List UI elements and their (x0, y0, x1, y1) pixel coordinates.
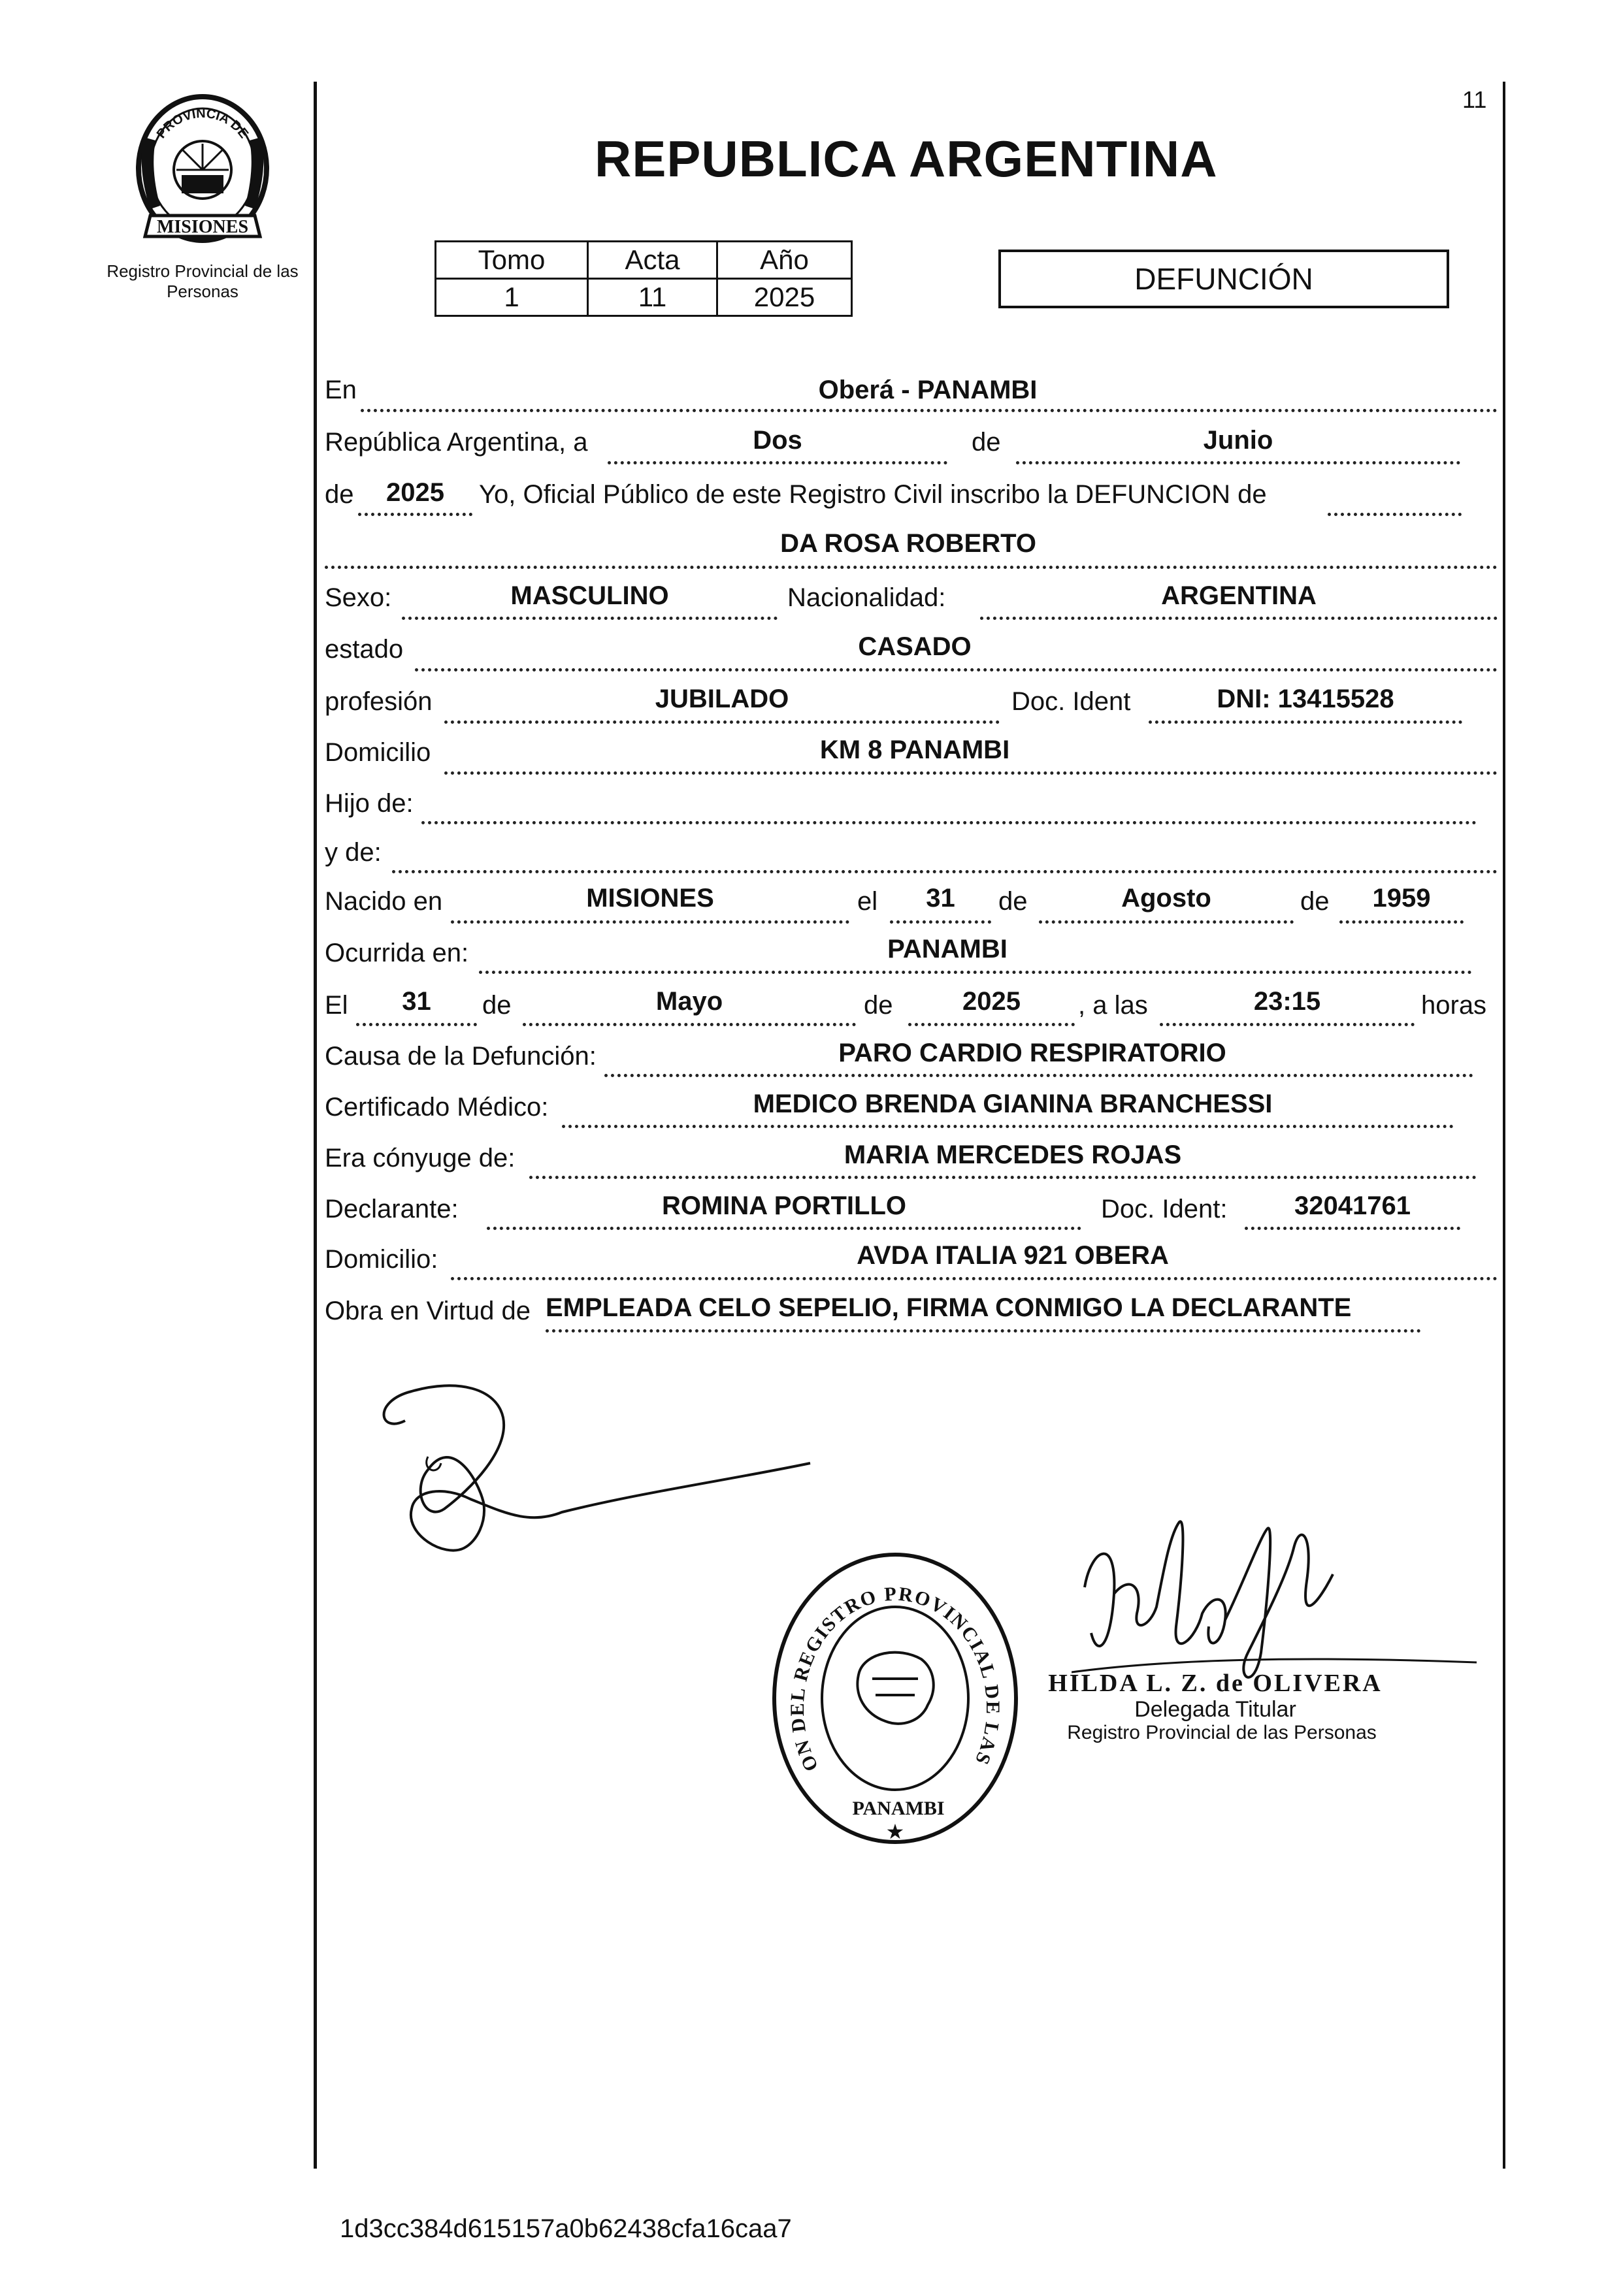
doc-ident-line (1149, 720, 1462, 724)
declarante-line (487, 1227, 1081, 1230)
el-label: el (857, 887, 878, 916)
domicilio-value: KM 8 PANAMBI (819, 736, 1010, 764)
left-margin-rule (314, 82, 317, 2169)
declarante-label: Declarante: (325, 1195, 459, 1223)
de-label-1: de (972, 428, 1001, 457)
conyuge-label: Era cónyuge de: (325, 1144, 516, 1172)
horas-label: horas (1421, 991, 1487, 1020)
nacionalidad-value: ARGENTINA (1161, 581, 1317, 610)
value-acta: 11 (588, 279, 717, 316)
declarante-dom-label: Domicilio: (325, 1245, 438, 1274)
sexo-line (402, 617, 778, 620)
doc-ident-value: DNI: 13415528 (1217, 685, 1394, 713)
fecha-anio: 2025 (962, 987, 1021, 1016)
domicilio-line (444, 771, 1498, 775)
declarante-doc-value: 32041761 (1294, 1191, 1411, 1220)
day-word: Dos (753, 426, 802, 455)
ocurrida-label: Ocurrida en: (325, 939, 469, 967)
profesion-line (444, 720, 1000, 724)
value-tomo: 1 (436, 279, 588, 316)
conyuge-line (529, 1176, 1477, 1179)
nacido-label: Nacido en (325, 887, 443, 916)
provincial-emblem (131, 91, 274, 248)
de-label-4: de (1300, 887, 1330, 916)
deceased-name-line (325, 566, 1498, 569)
inscribo-text: Yo, Oficial Público de este Registro Civil inscribo la DEFUNCION de (479, 480, 1267, 509)
svg-text:PROVINCIA DE: PROVINCIA DE (154, 106, 252, 142)
inscribo-line (1328, 513, 1462, 516)
day-line (608, 461, 947, 464)
svg-text:PANAMBI: PANAMBI (852, 1798, 945, 1819)
official-institution: Registro Provincial de las Personas (1067, 1722, 1377, 1743)
svg-text:★: ★ (885, 1820, 905, 1843)
de-label-2: de (325, 480, 354, 509)
nacido-dia-line (890, 920, 991, 924)
en-value: Oberá - PANAMBI (818, 376, 1038, 404)
declarante-dom-line (451, 1277, 1498, 1280)
country-title: REPUBLICA ARGENTINA (595, 130, 1218, 187)
en-line (361, 409, 1498, 412)
profesion-value: JUBILADO (655, 685, 789, 713)
declarante-doc-label: Doc. Ident: (1101, 1195, 1228, 1223)
certificado-value: MEDICO BRENDA GIANINA BRANCHESSI (753, 1090, 1273, 1118)
certificado-line (562, 1125, 1454, 1128)
hijo-label: Hijo de: (325, 789, 414, 818)
conyuge-value: MARIA MERCEDES ROJAS (844, 1140, 1182, 1169)
de-label-5: de (482, 991, 512, 1020)
right-margin-rule (1503, 82, 1505, 2169)
fecha-mes-line (523, 1023, 856, 1026)
fecha-mes: Mayo (655, 987, 723, 1016)
nacido-lugar: MISIONES (586, 884, 714, 913)
profesion-label: profesión (325, 687, 433, 716)
registry-name: Registro Provincial de las Personas (107, 261, 299, 301)
nacido-mes: Agosto (1121, 884, 1211, 913)
svg-text:DELEGACION DEL REGISTRO PROVIN: ON DEL REGISTRO PROVINCIAL DE LAS (786, 1583, 1004, 1775)
obra-line (546, 1329, 1421, 1333)
estado-label: estado (325, 635, 404, 664)
fecha-dia-line (356, 1023, 477, 1026)
declarante-doc-line (1245, 1227, 1460, 1230)
el-cap-label: El (325, 991, 348, 1020)
year: 2025 (386, 478, 444, 507)
header-anio: Año (717, 242, 852, 279)
nacionalidad-label: Nacionalidad: (787, 583, 946, 612)
nacido-mes-line (1039, 920, 1294, 924)
fecha-dia: 31 (402, 987, 431, 1016)
header-tomo: Tomo (436, 242, 588, 279)
causa-label: Causa de la Defunción: (325, 1042, 597, 1071)
sexo-value: MASCULINO (510, 581, 669, 610)
doc-ident-label: Doc. Ident (1011, 687, 1131, 716)
document-type-box: DEFUNCIÓN (998, 250, 1449, 308)
de-label-3: de (998, 887, 1028, 916)
nacido-lugar-line (451, 920, 849, 924)
ocurrida-line (479, 971, 1472, 974)
certificado-label: Certificado Médico: (325, 1093, 549, 1122)
official-title: Delegada Titular (1134, 1697, 1296, 1722)
domicilio-label: Domicilio (325, 738, 431, 767)
nacido-anio: 1959 (1372, 884, 1431, 913)
header-acta: Acta (588, 242, 717, 279)
sexo-label: Sexo: (325, 583, 392, 612)
value-anio: 2025 (717, 279, 852, 316)
official-name: HILDA L. Z. de OLIVERA (1048, 1670, 1383, 1697)
causa-line (604, 1074, 1473, 1077)
estado-line (415, 668, 1498, 671)
month-line (1016, 461, 1460, 464)
republica-label: República Argentina, a (325, 428, 588, 457)
year-line (358, 513, 472, 516)
register-table (434, 240, 853, 317)
deceased-name: DA ROSA ROBERTO (780, 529, 1036, 558)
declarante-dom-value: AVDA ITALIA 921 OBERA (857, 1241, 1169, 1270)
nacionalidad-line (980, 617, 1498, 620)
fecha-anio-line (908, 1023, 1075, 1026)
declarante-value: ROMINA PORTILLO (661, 1191, 907, 1220)
ocurrida-value: PANAMBI (887, 935, 1008, 963)
hora-line (1160, 1023, 1415, 1026)
obra-label: Obra en Virtud de (325, 1297, 531, 1325)
hora: 23:15 (1253, 987, 1321, 1016)
hijo-line (421, 821, 1477, 824)
causa-value: PARO CARDIO RESPIRATORIO (838, 1039, 1226, 1067)
de-label-6: de (864, 991, 893, 1020)
estado-value: CASADO (858, 632, 972, 661)
a-las-label: , a las (1078, 991, 1148, 1020)
yde-label: y de: (325, 838, 382, 867)
obra-value: EMPLEADA CELO SEPELIO, FIRMA CONMIGO LA DECLARANTE (546, 1293, 1352, 1322)
en-label: En (325, 376, 357, 404)
nacido-anio-line (1339, 920, 1464, 924)
yde-line (392, 870, 1498, 873)
svg-text:MISIONES: MISIONES (156, 217, 249, 237)
page-number: 11 (1462, 86, 1487, 113)
document-hash: 1d3cc384d615157a0b62438cfa16caa7 (340, 2214, 792, 2243)
month-word: Junio (1203, 426, 1273, 455)
registry-seal (768, 1548, 1023, 1849)
nacido-dia: 31 (926, 884, 955, 913)
